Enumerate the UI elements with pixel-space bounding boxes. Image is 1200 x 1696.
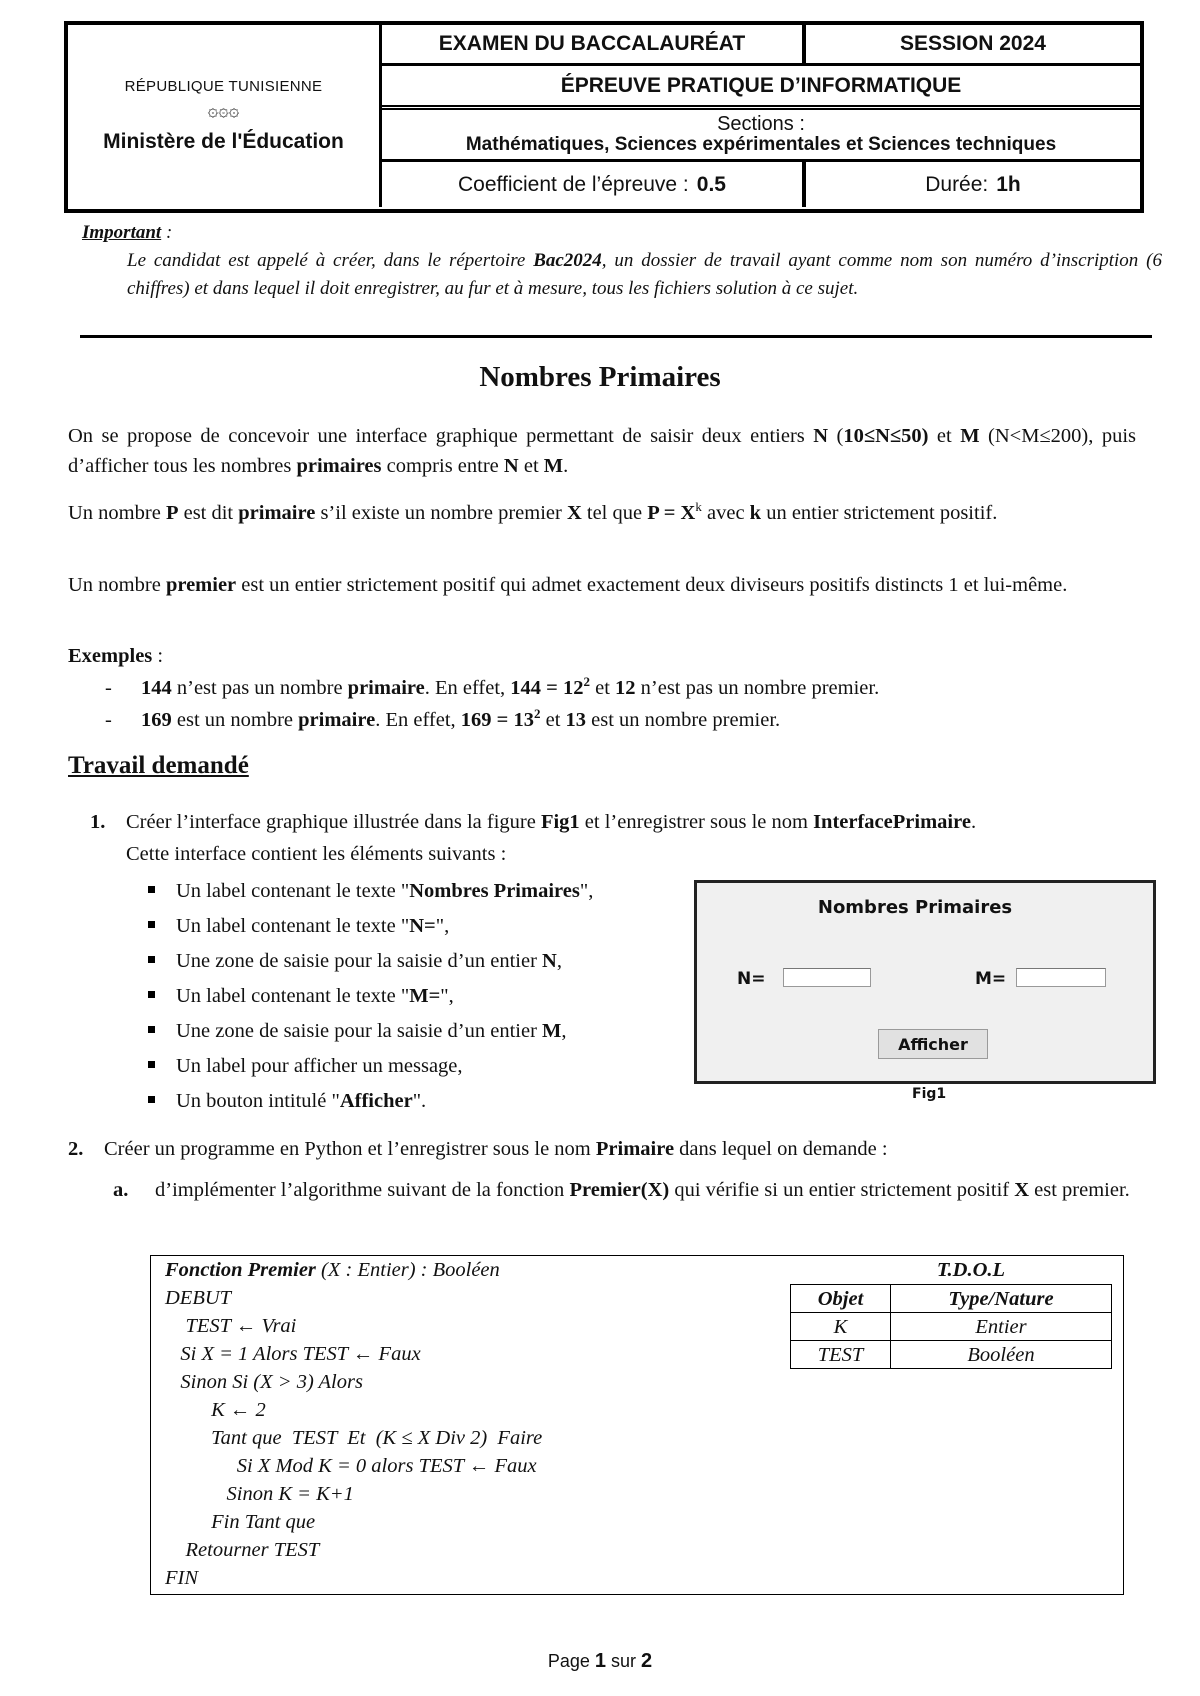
ex1-f: et bbox=[589, 677, 616, 699]
important-label: Important bbox=[82, 222, 162, 243]
algo-line: Tant que TEST Et (K ≤ X Div 2) Faire bbox=[165, 1427, 543, 1449]
q1-number: 1. bbox=[90, 811, 106, 833]
footer-a: Page bbox=[547, 1651, 595, 1671]
p1-m2: M bbox=[543, 455, 564, 477]
important-text bbox=[127, 247, 1162, 303]
bullet-icon bbox=[148, 1061, 155, 1068]
bullet-a: Une zone de saisie pour la saisie d’un entier bbox=[176, 950, 543, 972]
list-item bbox=[148, 950, 562, 973]
exam-header bbox=[64, 21, 1144, 213]
example-item bbox=[105, 674, 880, 700]
p1-b: ( bbox=[828, 425, 844, 447]
algo-line: Sinon K = K+1 bbox=[165, 1483, 354, 1505]
q2-program-name: Primaire bbox=[595, 1138, 675, 1160]
sections-label: Sections : bbox=[717, 113, 805, 136]
p1-c: 10≤N≤50) bbox=[843, 425, 929, 447]
tdol-table-block bbox=[790, 1259, 1112, 1369]
ex2-f: et bbox=[540, 709, 566, 731]
algo-line: Fin Tant que bbox=[165, 1511, 316, 1533]
p1-m: M bbox=[960, 425, 980, 447]
list-item bbox=[148, 880, 593, 903]
ex2-sup: 2 bbox=[533, 706, 541, 722]
bullet-b: Nombres Primaires bbox=[409, 880, 580, 902]
fig-title bbox=[697, 897, 1153, 918]
ex1-a: 144 bbox=[141, 677, 172, 699]
list-item bbox=[148, 915, 449, 938]
exam-title: EXAMEN DU BACCALAURÉAT bbox=[382, 25, 806, 66]
ministry-block bbox=[68, 25, 382, 207]
tdol-table bbox=[790, 1284, 1112, 1369]
examples-heading bbox=[68, 645, 163, 668]
duration-value: 1h bbox=[996, 172, 1021, 196]
algo-line: K ← 2 bbox=[165, 1399, 266, 1421]
bullet-b: N= bbox=[409, 915, 436, 937]
list-item bbox=[148, 985, 454, 1008]
p3-premier: premier bbox=[165, 574, 237, 596]
examples-label: Exemples bbox=[68, 645, 153, 667]
algo-line: Retourner TEST bbox=[165, 1539, 320, 1561]
bullet-icon bbox=[148, 1026, 155, 1033]
ex2-c: primaire bbox=[298, 709, 376, 731]
q2-b: dans lequel on demande : bbox=[674, 1138, 888, 1160]
bullet-b: Afficher bbox=[339, 1090, 413, 1112]
q1-a: Créer l’interface graphique illustrée dans la figure bbox=[126, 811, 541, 833]
ex1-b: n’est pas un nombre bbox=[171, 677, 348, 699]
bullet-c: ", bbox=[435, 915, 450, 937]
fig-caption: Fig1 bbox=[912, 1086, 947, 1102]
ex2-b: est un nombre bbox=[171, 709, 299, 731]
p3-b: est un entier strictement positif qui admet exactement deux diviseurs positifs distincts 1 et lui-même. bbox=[236, 574, 1068, 596]
algo-function-name: Fonction Premier bbox=[165, 1259, 316, 1281]
bullet-b: M= bbox=[409, 985, 441, 1007]
tdol-title: T.D.O.L bbox=[936, 1259, 1006, 1281]
coefficient-value: 0.5 bbox=[696, 172, 726, 196]
question-2a bbox=[113, 1175, 1136, 1205]
n-input[interactable] bbox=[783, 968, 871, 987]
ex1-d: . En effet, bbox=[424, 677, 511, 699]
coefficient-cell bbox=[382, 162, 806, 207]
fig1-window bbox=[694, 880, 1156, 1084]
bullet-a: Une zone de saisie pour la saisie d’un entier bbox=[176, 1020, 543, 1042]
intro-paragraph-1 bbox=[68, 421, 1136, 481]
bullet-icon bbox=[148, 921, 155, 928]
tdol-header-objet: Objet bbox=[791, 1285, 891, 1313]
important-text-1: Le candidat est appelé à créer, dans le répertoire bbox=[127, 250, 534, 271]
sections-block bbox=[382, 110, 1140, 162]
examples-colon: : bbox=[152, 645, 164, 667]
question-1 bbox=[90, 806, 1140, 870]
p1-n2: N bbox=[503, 455, 519, 477]
q1-interface-name: InterfacePrimaire bbox=[813, 811, 971, 833]
q2-a: Créer un programme en Python et l’enregistrer sous le nom bbox=[104, 1138, 596, 1160]
fig-m-label: M= bbox=[975, 969, 1007, 989]
intro-paragraph-3 bbox=[68, 570, 1136, 600]
table-cell: TEST bbox=[791, 1341, 891, 1369]
q1-line2: Cette interface contient les éléments suivants : bbox=[126, 843, 507, 865]
fig-n-label: N= bbox=[737, 969, 766, 989]
ex1-h: n’est pas un nombre premier. bbox=[635, 677, 880, 699]
ex2-h: est un nombre premier. bbox=[586, 709, 781, 731]
bullet-c: ", bbox=[440, 985, 454, 1007]
bullet-c: , bbox=[556, 950, 562, 972]
algo-signature: (X : Entier) : Booléen bbox=[315, 1259, 500, 1281]
algo-line: Si X = 1 Alors TEST ← Faux bbox=[165, 1343, 421, 1365]
bullet-a: Un label contenant le texte " bbox=[176, 985, 410, 1007]
dash: - bbox=[105, 677, 112, 699]
qa-b: qui vérifie si un entier strictement positif bbox=[669, 1179, 1015, 1201]
page-title: Nombres Primaires bbox=[479, 361, 721, 393]
table-cell: Booléen bbox=[891, 1341, 1112, 1369]
ex2-d: . En effet, bbox=[375, 709, 461, 731]
bullet-b: N bbox=[542, 950, 557, 972]
fig-title-text: Nombres Primaires bbox=[817, 897, 1013, 918]
algo-line: DEBUT bbox=[165, 1287, 232, 1309]
list-item bbox=[148, 1020, 567, 1043]
algo-line: Si X Mod K = 0 alors TEST ← Faux bbox=[165, 1455, 537, 1477]
p2-e: avec bbox=[701, 502, 750, 524]
footer-total: 2 bbox=[641, 1650, 653, 1672]
p2-d: tel que bbox=[581, 502, 648, 524]
ex1-e: 144 = 12 bbox=[510, 677, 584, 699]
bullet-a: Un bouton intitulé " bbox=[176, 1090, 340, 1112]
footer-b: sur bbox=[606, 1651, 642, 1671]
bullet-a: Un label contenant le texte " bbox=[176, 880, 410, 902]
ex2-e: 169 = 13 bbox=[460, 709, 534, 731]
p1-e: (N<M≤200), puis d’afficher tous les nombres bbox=[68, 425, 1137, 477]
example-item bbox=[105, 706, 781, 732]
coefficient-label: Coefficient de l’épreuve : bbox=[458, 172, 689, 196]
ornament-icon: ۞۞۞ bbox=[207, 100, 240, 120]
table-row bbox=[791, 1313, 1112, 1341]
dash: - bbox=[105, 709, 112, 731]
p1-f: compris entre bbox=[381, 455, 504, 477]
p2-f: un entier strictement positif. bbox=[761, 502, 998, 524]
p2-equation: P = X bbox=[647, 502, 696, 524]
session-label: SESSION 2024 bbox=[806, 25, 1140, 66]
bullet-c: ". bbox=[412, 1090, 427, 1112]
p2-primaire: primaire bbox=[238, 502, 316, 524]
table-cell: K bbox=[791, 1313, 891, 1341]
bullet-c: , bbox=[561, 1020, 567, 1042]
q1-c: . bbox=[970, 811, 977, 833]
qa-number: a. bbox=[113, 1179, 129, 1201]
bullet-icon bbox=[148, 991, 155, 998]
p2-b: est dit bbox=[178, 502, 239, 524]
p2-p: P bbox=[165, 502, 179, 524]
qa-function: Premier(X) bbox=[569, 1179, 670, 1201]
ex2-a: 169 bbox=[141, 709, 172, 731]
p2-k-exponent: k bbox=[695, 499, 702, 515]
list-item bbox=[148, 1090, 426, 1113]
important-folder: Bac2024 bbox=[533, 250, 602, 271]
bullet-icon bbox=[148, 886, 155, 893]
intro-paragraph-2 bbox=[68, 498, 1136, 528]
bullet-a: Un label pour afficher un message, bbox=[176, 1055, 463, 1077]
tdol-header-type: Type/Nature bbox=[891, 1285, 1112, 1313]
ex2-g: 13 bbox=[565, 709, 587, 731]
p1-a: On se propose de concevoir une interface graphique permettant de saisir deux entiers bbox=[68, 425, 814, 447]
bullet-c: ", bbox=[579, 880, 594, 902]
page-footer bbox=[0, 1650, 1200, 1673]
bullet-b: M bbox=[542, 1020, 562, 1042]
travail-heading: Travail demandé bbox=[68, 752, 249, 779]
qa-c: est premier. bbox=[1029, 1179, 1130, 1201]
p1-primaires: primaires bbox=[296, 455, 382, 477]
ex1-g: 12 bbox=[615, 677, 636, 699]
p2-c: s’il existe un nombre premier bbox=[315, 502, 567, 524]
bullet-icon bbox=[148, 956, 155, 963]
duration-label: Durée: bbox=[925, 172, 989, 196]
algo-line: Sinon Si (X > 3) Alors bbox=[165, 1371, 363, 1393]
question-2 bbox=[68, 1138, 888, 1161]
sections-list: Mathématiques, Sciences expérimentales et Sciences techniques bbox=[465, 134, 1057, 156]
p2-k: k bbox=[749, 502, 762, 524]
p3-a: Un nombre bbox=[68, 574, 166, 596]
table-row bbox=[791, 1285, 1112, 1313]
table-row bbox=[791, 1341, 1112, 1369]
duration-cell bbox=[806, 162, 1140, 207]
epreuve-title: ÉPREUVE PRATIQUE D’INFORMATIQUE bbox=[382, 66, 1140, 110]
ex1-c: primaire bbox=[347, 677, 425, 699]
p1-g: et bbox=[518, 455, 544, 477]
algo-line bbox=[165, 1259, 500, 1282]
p2-x: X bbox=[566, 502, 582, 524]
important-text-2: , un dossier de travail ayant comme nom son numéro d’inscription (6 chiffres) et dans lequel il doit enregistrer, au fur et à mesure, tous les fichiers solution à ce sujet. bbox=[127, 250, 1162, 299]
p2-a: Un nombre bbox=[68, 502, 166, 524]
table-cell: Entier bbox=[891, 1313, 1112, 1341]
q1-b: et l’enregistrer sous le nom bbox=[579, 811, 814, 833]
ex1-sup: 2 bbox=[583, 674, 590, 690]
bullet-a: Un label contenant le texte " bbox=[176, 915, 410, 937]
algo-line: TEST ← Vrai bbox=[165, 1315, 297, 1337]
algo-line: FIN bbox=[165, 1567, 199, 1589]
important-note bbox=[82, 222, 1162, 303]
p1-d: et bbox=[928, 425, 961, 447]
footer-page: 1 bbox=[594, 1650, 607, 1672]
qa-a: d’implémenter l’algorithme suivant de la fonction bbox=[155, 1179, 570, 1201]
republic-label: RÉPUBLIQUE TUNISIENNE bbox=[124, 78, 323, 95]
list-item bbox=[148, 1055, 463, 1078]
p1-h: . bbox=[563, 455, 569, 477]
bullet-icon bbox=[148, 1096, 155, 1103]
qa-x: X bbox=[1014, 1179, 1030, 1201]
m-input[interactable] bbox=[1016, 968, 1106, 987]
ministry-label: Ministère de l'Éducation bbox=[103, 130, 344, 153]
q2-number: 2. bbox=[68, 1138, 84, 1160]
divider bbox=[80, 335, 1152, 338]
afficher-button[interactable]: Afficher bbox=[878, 1029, 988, 1059]
important-colon: : bbox=[161, 222, 173, 243]
q1-fig: Fig1 bbox=[540, 811, 580, 833]
p1-n: N bbox=[813, 425, 829, 447]
